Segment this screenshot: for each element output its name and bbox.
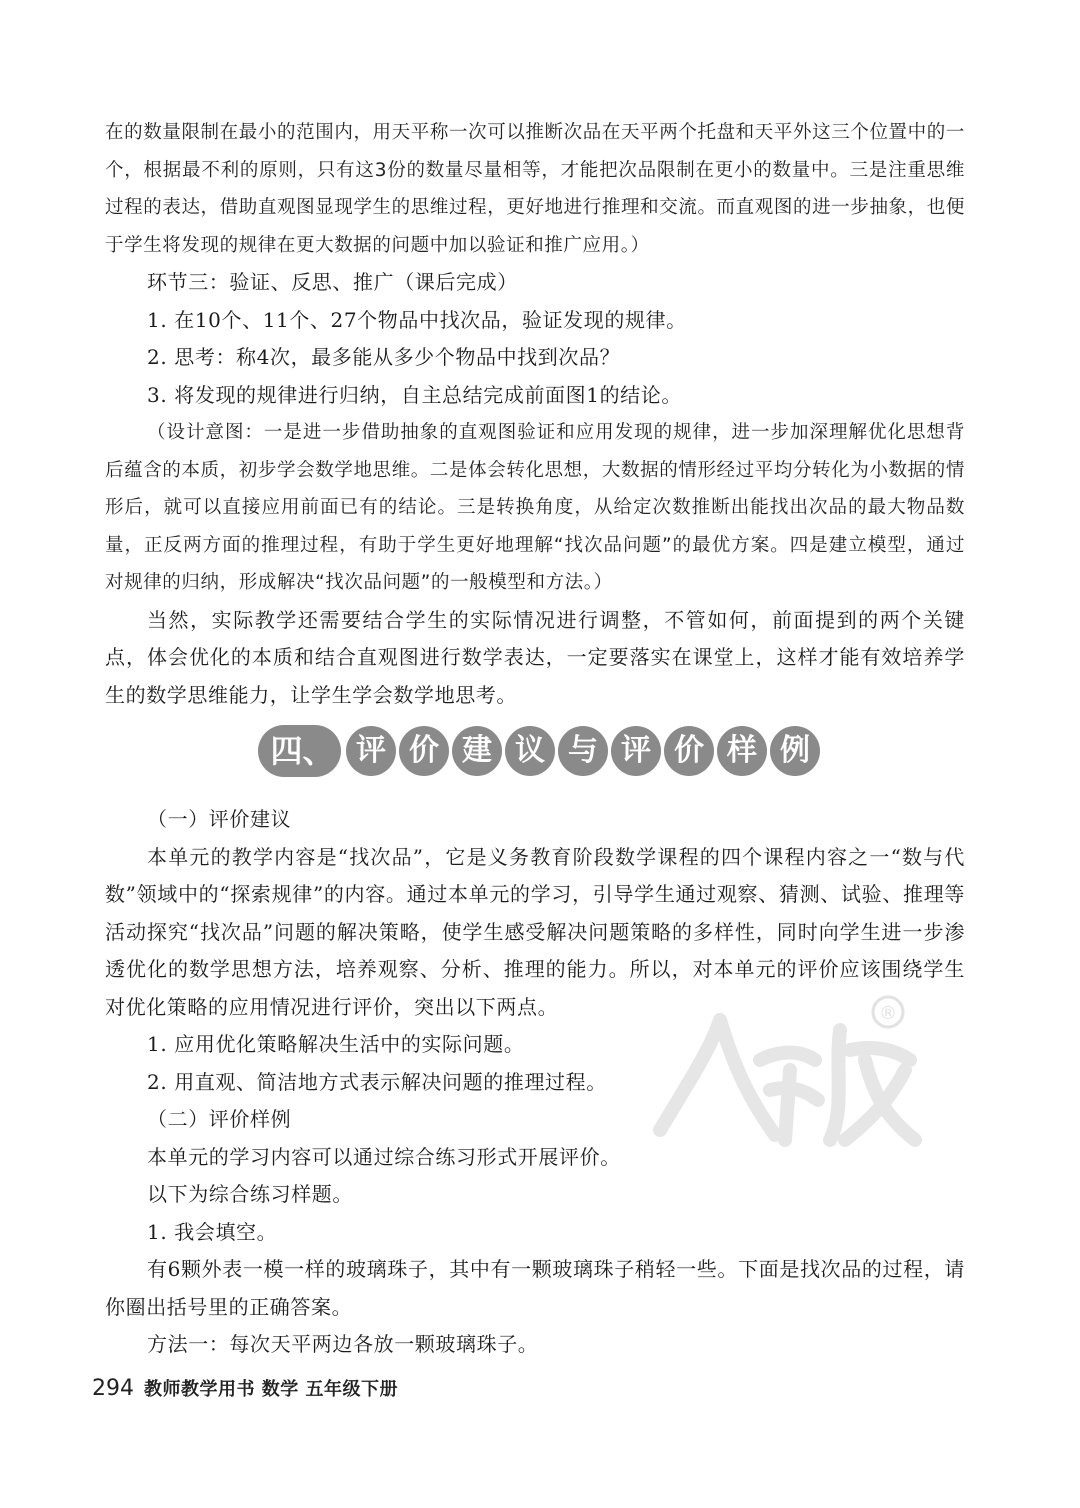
book-title: 教师教学用书 数学 五年级下册 bbox=[144, 1379, 399, 1400]
evaluation-point-2: 2. 用直观、简洁地方式表示解决问题的推理过程。 bbox=[147, 1069, 607, 1094]
section-heading-char: 建 bbox=[452, 726, 502, 776]
stage-three-heading: 环节三：验证、反思、推广（课后完成） bbox=[147, 270, 518, 294]
section-heading-char: 价 bbox=[399, 726, 449, 776]
section-heading-char: 价 bbox=[664, 726, 714, 776]
section-heading-char: 议 bbox=[505, 726, 555, 776]
section-heading-char: 例 bbox=[770, 726, 820, 776]
problem-statement: 有6颗外表一模一样的玻璃珠子，其中有一颗玻璃珠子稍轻一些。下面是找次品的过程，请你圈出括号里的正确答案。 bbox=[105, 1257, 965, 1319]
evaluation-suggestion-heading: （一）评价建议 bbox=[147, 807, 292, 831]
stage-item-1: 1. 在10个、11个、27个物品中找次品，验证发现的规律。 bbox=[147, 307, 687, 332]
stage-item-3: 3. 将发现的规律进行归纳，自主总结完成前面图1的结论。 bbox=[147, 382, 682, 407]
page-number: 294 bbox=[92, 1376, 134, 1401]
method-one: 方法一：每次天平两边各放一颗玻璃珠子。 bbox=[147, 1332, 539, 1356]
section-heading-char: 与 bbox=[558, 726, 608, 776]
closing-paragraph: 当然，实际教学还需要结合学生的实际情况进行调整，不管如何，前面提到的两个关键点，体会优化的本质和结合直观图进行数学表达，一定要落实在课堂上，这样才能有效培养学生的数学思维能力，让学生学会数学地思考。 bbox=[105, 607, 965, 707]
evaluation-suggestion-body: 本单元的教学内容是“找次品”，它是义务教育阶段数学课程的四个课程内容之一“数与代数”领域中的“探索规律”的内容。通过本单元的学习，引导学生通过观察、猜测、试验、推理等活动探究“找次品”问题的解决策略，使学生感受解决问题策略的多样性，同时向学生进一步渗透优化的数学思想方法，培养观察、分析、推理的能力。所以，对本单元的评价应该围绕学生对优化策略的应用情况进行评价，突出以下两点。 bbox=[105, 844, 965, 1019]
section-heading-char: 样 bbox=[717, 726, 767, 776]
section-heading-char: 评 bbox=[346, 726, 396, 776]
sample-line-3: 1. 我会填空。 bbox=[147, 1219, 278, 1244]
section-heading-number: 四、 bbox=[258, 725, 340, 777]
registered-mark: ® bbox=[879, 1003, 897, 1024]
lower-text-block bbox=[105, 801, 965, 1364]
design-intent-continuation: 在的数量限制在最小的范围内，用天平称一次可以推断次品在天平两个托盘和天平外这三个位置中的一个，根据最不利的原则，只有这3份的数量尽量相等，才能把次品限制在更小的数量中。三是注重思维过程的表达，借助直观图显现学生的思维过程，更好地进行推理和交流。而直观图的进一步抽象，也便于学生将发现的规律在更大数据的问题中加以验证和推广应用。） bbox=[105, 122, 965, 256]
design-intent-paragraph: （设计意图：一是进一步借助抽象的直观图验证和应用发现的规律，进一步加深理解优化思想背后蕴含的本质，初步学会数学地思维。二是体会转化思想，大数据的情形经过平均分转化为小数据的情形后，就可以直接应用前面已有的结论。三是转换角度，从给定次数推断出能找出次品的最大物品数量，正反两方面的推理过程，有助于学生更好地理解“找次品问题”的最优方案。四是建立模型，通过对规律的归纳，形成解决“找次品问题”的一般模型和方法。） bbox=[105, 422, 965, 593]
section-heading-char: 评 bbox=[611, 726, 661, 776]
sample-line-2: 以下为综合练习样题。 bbox=[147, 1182, 353, 1206]
upper-text-block bbox=[105, 114, 965, 714]
evaluation-point-1: 1. 应用优化策略解决生活中的实际问题。 bbox=[147, 1032, 525, 1056]
section-heading bbox=[0, 721, 1080, 781]
sample-line-1: 本单元的学习内容可以通过综合练习形式开展评价。 bbox=[147, 1144, 621, 1169]
page-footer bbox=[92, 1375, 398, 1405]
evaluation-sample-heading: （二）评价样例 bbox=[147, 1107, 292, 1131]
stage-item-2: 2. 思考：称4次，最多能从多少个物品中找到次品？ bbox=[147, 345, 621, 369]
